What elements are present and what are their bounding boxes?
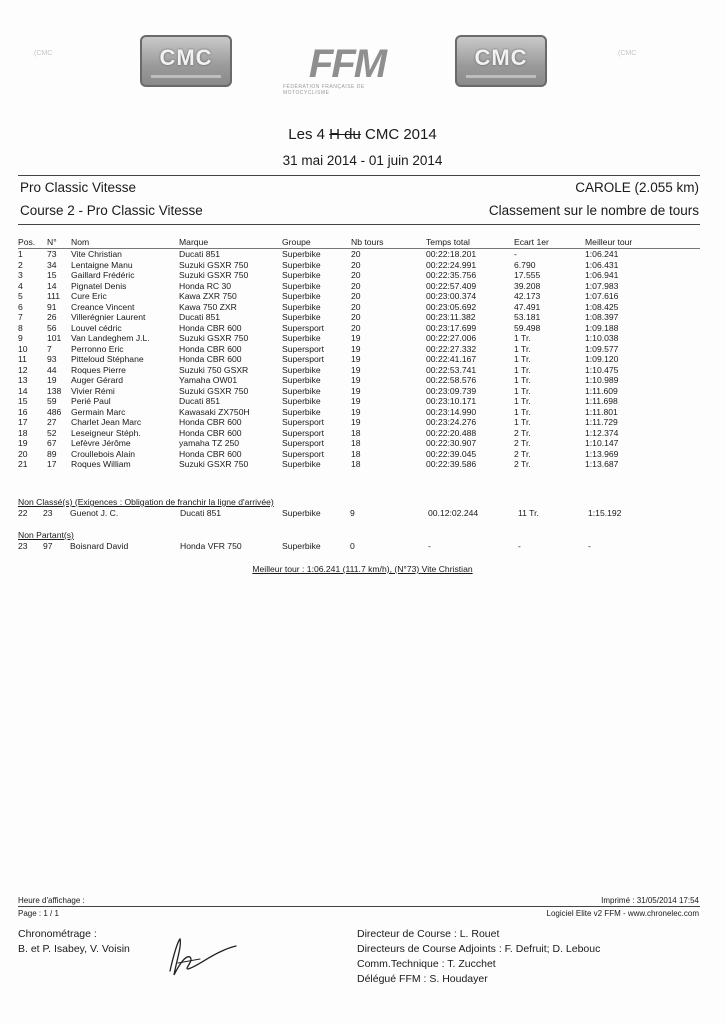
cmc-logo-text: CMC (159, 44, 213, 70)
non-classe-title: Non Classé(s) (Exigences : Obligation de franchir la ligne d'arrivée) (18, 497, 274, 507)
cell-laps: 18 (351, 427, 361, 438)
cell-laps: 20 (351, 322, 361, 333)
cell-group: Superbike (282, 406, 321, 417)
cell-gap: 6.790 (514, 259, 536, 270)
cell-laps: 20 (351, 312, 361, 322)
col-header-brand: Marque (179, 237, 209, 247)
cell-name: Vivier Rémi (71, 385, 115, 396)
cell-name: Roques Pierre (71, 364, 126, 375)
cell-group: Superbike (282, 301, 321, 312)
circuit-label: CAROLE (2.055 km) (575, 180, 699, 195)
cell-num: 486 (47, 406, 62, 417)
cell-total-time: 00:23:05.692 (426, 301, 477, 312)
race-director-adjoints: Directeurs de Course Adjoints : F. Defruit; D. Lebouc (357, 943, 601, 955)
cell-gap: 1 Tr. (514, 343, 531, 354)
cell-best-lap: - (588, 541, 591, 551)
cell-pos: 4 (18, 280, 23, 291)
cell-group: Superbike (282, 459, 321, 469)
cell-pos: 18 (18, 427, 28, 438)
cell-best-lap: 1:07.616 (585, 291, 619, 301)
col-header-num: N° (47, 237, 57, 247)
cell-total-time: 00:22:41.167 (426, 354, 477, 364)
cell-group: Supersport (282, 438, 325, 448)
cell-group: Superbike (282, 508, 321, 518)
cell-pos: 7 (18, 312, 23, 322)
cell-pos: 10 (18, 343, 28, 354)
cell-best-lap: 1:15.192 (588, 508, 622, 518)
cmc-small-logo-right: (CMC (618, 50, 637, 57)
cell-name: Vite Christian (71, 249, 122, 259)
cell-total-time: 00:23:00.374 (426, 291, 477, 301)
cell-group: Superbike (282, 333, 321, 343)
table-row (18, 386, 700, 397)
cell-num: 59 (47, 396, 57, 406)
cell-name: Lefèvre Jérôme (71, 438, 131, 448)
race-label: Course 2 - Pro Classic Vitesse (20, 203, 203, 218)
category-label: Pro Classic Vitesse (20, 180, 137, 195)
cell-gap: 2 Tr. (514, 459, 531, 469)
results-table (18, 235, 700, 470)
cell-laps: 20 (351, 259, 361, 270)
cell-brand: Honda CBR 600 (179, 322, 242, 333)
cell-name: Pitteloud Stéphane (71, 354, 144, 364)
cell-num: 14 (47, 280, 57, 291)
cell-num: 19 (47, 375, 57, 385)
cell-pos: 21 (18, 459, 28, 469)
cell-gap: 1 Tr. (514, 417, 531, 427)
page-number: Page : 1 / 1 (18, 909, 59, 918)
cell-brand: yamaha TZ 250 (179, 438, 240, 448)
table-row (18, 281, 700, 292)
table-row (18, 438, 700, 449)
event-dates: 31 mai 2014 - 01 juin 2014 (282, 153, 443, 168)
cell-pos: 22 (18, 508, 28, 518)
cell-best-lap: 1:08.397 (585, 312, 619, 322)
cell-best-lap: 1:06.241 (585, 249, 619, 259)
cell-group: Superbike (282, 249, 321, 259)
cell-pos: 17 (18, 417, 28, 427)
cell-laps: 19 (351, 406, 361, 417)
cell-total-time: 00:23:09.739 (426, 385, 477, 396)
heure-affichage-label: Heure d'affichage : (18, 896, 85, 905)
cell-laps: 20 (351, 301, 361, 312)
cell-num: 111 (47, 291, 61, 301)
cell-pos: 11 (18, 354, 27, 364)
table-row (18, 417, 700, 428)
cell-num: 23 (43, 508, 53, 518)
cell-laps: 19 (351, 333, 361, 343)
cell-best-lap: 1:08.425 (585, 301, 619, 312)
col-header-pos: Pos. (18, 237, 36, 247)
cmc-small-logo-left: (CMC (34, 50, 53, 57)
cell-name: Villerégnier Laurent (71, 312, 146, 322)
cell-best-lap: 1:11.729 (585, 417, 618, 427)
cell-laps: 18 (351, 459, 361, 469)
cell-total-time: 00:22:27.332 (426, 343, 477, 354)
results-body (18, 249, 700, 470)
cell-total-time: 00:22:39.045 (426, 448, 477, 459)
cell-best-lap: 1:10.038 (585, 333, 619, 343)
results-header-row (18, 235, 700, 249)
technical-commission: Comm.Technique : T. Zucchet (357, 958, 496, 970)
cell-num: 7 (47, 343, 52, 354)
table-row (18, 291, 700, 302)
cell-pos: 1 (18, 249, 23, 259)
table-row (18, 375, 700, 386)
cell-group: Superbike (282, 375, 321, 385)
cell-num: 89 (47, 448, 57, 459)
cell-gap: 47.491 (514, 301, 541, 312)
event-title-suffix: CMC 2014 (360, 126, 437, 143)
cell-num: 73 (47, 249, 57, 259)
chrono-label: Chronométrage : (18, 928, 97, 940)
cmc-logo-text: CMC (474, 44, 528, 70)
cell-brand: Ducati 851 (179, 312, 221, 322)
cell-pos: 14 (18, 385, 28, 396)
cell-brand: Honda CBR 600 (179, 354, 242, 364)
cell-best-lap: 1:09.120 (585, 354, 619, 364)
cell-best-lap: 1:10.989 (585, 375, 619, 385)
cell-brand: Suzuki GSXR 750 (179, 259, 249, 270)
cell-laps: 18 (351, 448, 361, 459)
table-row (18, 270, 700, 281)
cell-gap: 1 Tr. (514, 396, 531, 406)
cell-brand: Kawasaki ZX750H (179, 406, 250, 417)
cell-group: Supersport (282, 343, 325, 354)
cell-best-lap: 1:07.983 (585, 280, 619, 291)
cell-name: Van Landeghem J.L. (71, 333, 150, 343)
cell-group: Supersport (282, 417, 325, 427)
cell-gap: 11 Tr. (518, 508, 539, 518)
cell-group: Supersport (282, 448, 325, 459)
table-row (18, 354, 700, 365)
cell-num: 101 (47, 333, 62, 343)
chrono-names: B. et P. Isabey, V. Voisin (18, 943, 130, 955)
cell-pos: 16 (18, 406, 28, 417)
printed-timestamp: Imprimé : 31/05/2014 17:54 (601, 896, 699, 905)
cell-best-lap: 1:06.431 (585, 259, 619, 270)
cell-group: Superbike (282, 291, 321, 301)
cell-laps: 19 (351, 375, 361, 385)
cell-best-lap: 1:13.969 (585, 448, 619, 459)
col-header-best-lap: Meilleur tour (585, 237, 633, 247)
event-title-struck: H du (329, 126, 361, 143)
cell-best-lap: 1:10.147 (585, 438, 619, 448)
cell-brand: Suzuki GSXR 750 (179, 385, 249, 396)
event-title-prefix: Les 4 (288, 126, 330, 143)
cell-name: Creance Vincent (71, 301, 135, 312)
table-row (18, 249, 700, 260)
cell-brand: Ducati 851 (179, 249, 221, 259)
cell-total-time: 00:22:24.991 (426, 259, 477, 270)
cell-total-time: 00:22:39.586 (426, 459, 477, 469)
cell-num: 91 (47, 301, 57, 312)
cell-best-lap: 1:06.941 (585, 270, 619, 280)
cmc-logo-left (140, 35, 232, 87)
table-row (18, 396, 700, 407)
cell-group: Superbike (282, 280, 321, 291)
cell-num: 93 (47, 354, 57, 364)
cell-num: 15 (47, 270, 57, 280)
cell-gap: 17.555 (514, 270, 541, 280)
cell-best-lap: 1:11.698 (585, 396, 618, 406)
cell-best-lap: 1:11.801 (585, 406, 618, 417)
cell-group: Supersport (282, 427, 325, 438)
logo-underline (466, 75, 536, 78)
cell-best-lap: 1:10.475 (585, 364, 619, 375)
table-row (18, 323, 700, 334)
cell-brand: Suzuki 750 GSXR (179, 364, 249, 375)
cell-total-time: 00:22:35.756 (426, 270, 477, 280)
ffm-delegate: Délégué FFM : S. Houdayer (357, 973, 488, 985)
cell-name: Charlet Jean Marc (71, 417, 142, 427)
cell-brand: Honda CBR 600 (179, 417, 242, 427)
cell-laps: 20 (351, 280, 361, 291)
cell-name: Gaillard Frédéric (71, 270, 135, 280)
cmc-logo-right (455, 35, 547, 87)
cell-brand: Ducati 851 (180, 508, 222, 518)
cell-pos: 5 (18, 291, 23, 301)
cell-laps: 19 (351, 417, 361, 427)
cell-group: Superbike (282, 541, 321, 551)
table-row (18, 312, 700, 323)
cell-gap: 2 Tr. (514, 448, 531, 459)
cell-total-time: 00:22:20.488 (426, 427, 477, 438)
cell-brand: Ducati 851 (179, 396, 221, 406)
cell-brand: Suzuki GSXR 750 (179, 459, 249, 469)
cell-total-time: 00:23:14.990 (426, 406, 477, 417)
best-lap-summary: Meilleur tour : 1:06.241 (111.7 km/h), (N°73) Vite Christian (252, 564, 473, 574)
race-director: Directeur de Course : L. Rouet (357, 928, 500, 940)
ranking-label: Classement sur le nombre de tours (488, 203, 699, 218)
cell-name: Pignatel Denis (71, 280, 127, 291)
cell-name: Perronno Eric (71, 343, 124, 354)
cell-pos: 2 (18, 259, 23, 270)
cell-laps: 9 (350, 508, 355, 518)
cell-brand: Honda CBR 600 (179, 448, 242, 459)
col-header-name: Nom (71, 237, 90, 247)
cell-total-time: 00:23:17.699 (426, 322, 477, 333)
ffm-logo (283, 42, 411, 96)
cell-group: Supersport (282, 322, 325, 333)
cell-gap: 2 Tr. (514, 438, 531, 448)
cell-num: 44 (47, 364, 57, 375)
cell-total-time: 00:23:24.276 (426, 417, 477, 427)
cell-group: Superbike (282, 270, 321, 280)
cell-group: Superbike (282, 312, 321, 322)
cell-total-time: 00:22:53.741 (426, 364, 477, 375)
cell-total-time: 00:23:10.171 (426, 396, 477, 406)
header-bottom-rule (18, 224, 700, 225)
cell-pos: 8 (18, 322, 23, 333)
cell-total-time: - (428, 541, 431, 551)
event-title (0, 126, 725, 143)
cell-gap: - (514, 249, 517, 259)
cell-gap: 1 Tr. (514, 333, 531, 343)
cell-name: Germain Marc (71, 406, 126, 417)
cell-name: Louvel cédric (71, 322, 122, 333)
cell-brand: Honda VFR 750 (180, 541, 242, 551)
cell-best-lap: 1:11.609 (585, 385, 618, 396)
non-partant-title: Non Partant(s) (18, 530, 74, 540)
cell-best-lap: 1:09.577 (585, 343, 619, 354)
cell-num: 56 (47, 322, 57, 333)
cell-group: Superbike (282, 385, 321, 396)
cell-pos: 19 (18, 438, 28, 448)
cell-laps: 19 (351, 354, 361, 364)
cell-laps: 20 (351, 249, 361, 259)
cell-num: 26 (47, 312, 57, 322)
software-credit: Logiciel Elite v2 FFM - www.chronelec.com (546, 909, 699, 918)
table-row (18, 428, 700, 439)
cell-brand: Honda CBR 600 (179, 427, 242, 438)
cell-total-time: 00:22:57.409 (426, 280, 477, 291)
cell-total-time: 00:22:18.201 (426, 249, 477, 259)
table-row (18, 344, 700, 355)
cell-brand: Kawa ZXR 750 (179, 291, 237, 301)
cell-total-time: 00:23:11.382 (426, 312, 476, 322)
cell-pos: 6 (18, 301, 23, 312)
cell-name: Croullebois Alain (71, 448, 136, 459)
cell-brand: Yamaha OW01 (179, 375, 238, 385)
cell-pos: 15 (18, 396, 28, 406)
cell-total-time: 00:22:30.907 (426, 438, 477, 448)
cell-gap: 1 Tr. (514, 385, 531, 396)
cell-gap: 1 Tr. (514, 375, 531, 385)
table-header-rule (18, 248, 700, 249)
cell-pos: 13 (18, 375, 28, 385)
cell-num: 52 (47, 427, 57, 438)
cell-name: Lentaigne Manu (71, 259, 133, 270)
footer-rule (18, 906, 700, 907)
cell-pos: 20 (18, 448, 28, 459)
cell-laps: 19 (351, 343, 361, 354)
table-row (18, 365, 700, 376)
cell-best-lap: 1:09.188 (585, 322, 619, 333)
cell-laps: 18 (351, 438, 361, 448)
logo-underline (151, 75, 221, 78)
cell-group: Superbike (282, 259, 321, 270)
cell-laps: 19 (351, 396, 361, 406)
cell-laps: 19 (351, 364, 361, 375)
cell-pos: 12 (18, 364, 28, 375)
cell-num: 34 (47, 259, 57, 270)
cell-group: Superbike (282, 396, 321, 406)
cell-num: 27 (47, 417, 57, 427)
cell-num: 138 (47, 385, 62, 396)
cell-gap: - (518, 541, 521, 551)
col-header-group: Groupe (282, 237, 311, 247)
cell-brand: Honda RC 30 (179, 280, 232, 291)
cell-pos: 9 (18, 333, 23, 343)
cell-brand: Honda CBR 600 (179, 343, 242, 354)
table-row (18, 333, 700, 344)
cell-gap: 1 Tr. (514, 364, 531, 375)
cell-gap: 1 Tr. (514, 354, 531, 364)
cell-num: 97 (43, 541, 53, 551)
table-row (18, 449, 700, 460)
cell-laps: 0 (350, 541, 355, 551)
cell-pos: 3 (18, 270, 23, 280)
cell-total-time: 00:22:58.576 (426, 375, 477, 385)
table-row (18, 302, 700, 313)
cell-num: 17 (47, 459, 57, 469)
cell-gap: 42.173 (514, 291, 541, 301)
cell-group: Supersport (282, 354, 325, 364)
cell-gap: 53.181 (514, 312, 541, 322)
table-row (18, 260, 700, 271)
col-header-gap: Ecart 1er (514, 237, 549, 247)
ffm-logo-tagline: FÉDÉRATION FRANÇAISE DE MOTOCYCLISME (283, 84, 365, 96)
cell-brand: Kawa 750 ZXR (179, 301, 237, 312)
cell-gap: 59.498 (514, 322, 541, 333)
cell-group: Superbike (282, 364, 321, 375)
cell-laps: 20 (351, 291, 361, 301)
cell-laps: 19 (351, 385, 361, 396)
cell-gap: 1 Tr. (514, 406, 531, 417)
cell-name: Perié Paul (71, 396, 111, 406)
cell-gap: 2 Tr. (514, 427, 531, 438)
cell-brand: Suzuki GSXR 750 (179, 270, 249, 280)
cell-laps: 20 (351, 270, 361, 280)
cell-name: Cure Eric (71, 291, 107, 301)
cell-name: Roques William (71, 459, 131, 469)
signature-image (160, 933, 240, 983)
cell-num: 67 (47, 438, 57, 448)
cell-best-lap: 1:12.374 (585, 427, 619, 438)
cell-brand: Suzuki GSXR 750 (179, 333, 249, 343)
cell-name: Auger Gérard (71, 375, 124, 385)
ffm-logo-text: FFM (308, 42, 386, 86)
cell-name: Boisnard David (70, 541, 129, 551)
cell-name: Guenot J. C. (70, 508, 119, 518)
cell-best-lap: 1:13.687 (585, 459, 619, 469)
table-row (18, 407, 700, 418)
cell-name: Leseigneur Stéph. (71, 427, 141, 438)
cell-total-time: 00:22:27.006 (426, 333, 477, 343)
col-header-total-time: Temps total (426, 237, 470, 247)
cell-gap: 39.208 (514, 280, 541, 291)
cell-pos: 23 (18, 541, 28, 551)
cell-total-time: 00.12:02.244 (428, 508, 479, 518)
header-top-rule (18, 175, 700, 176)
table-row (18, 459, 700, 470)
col-header-laps: Nb tours (351, 237, 384, 247)
